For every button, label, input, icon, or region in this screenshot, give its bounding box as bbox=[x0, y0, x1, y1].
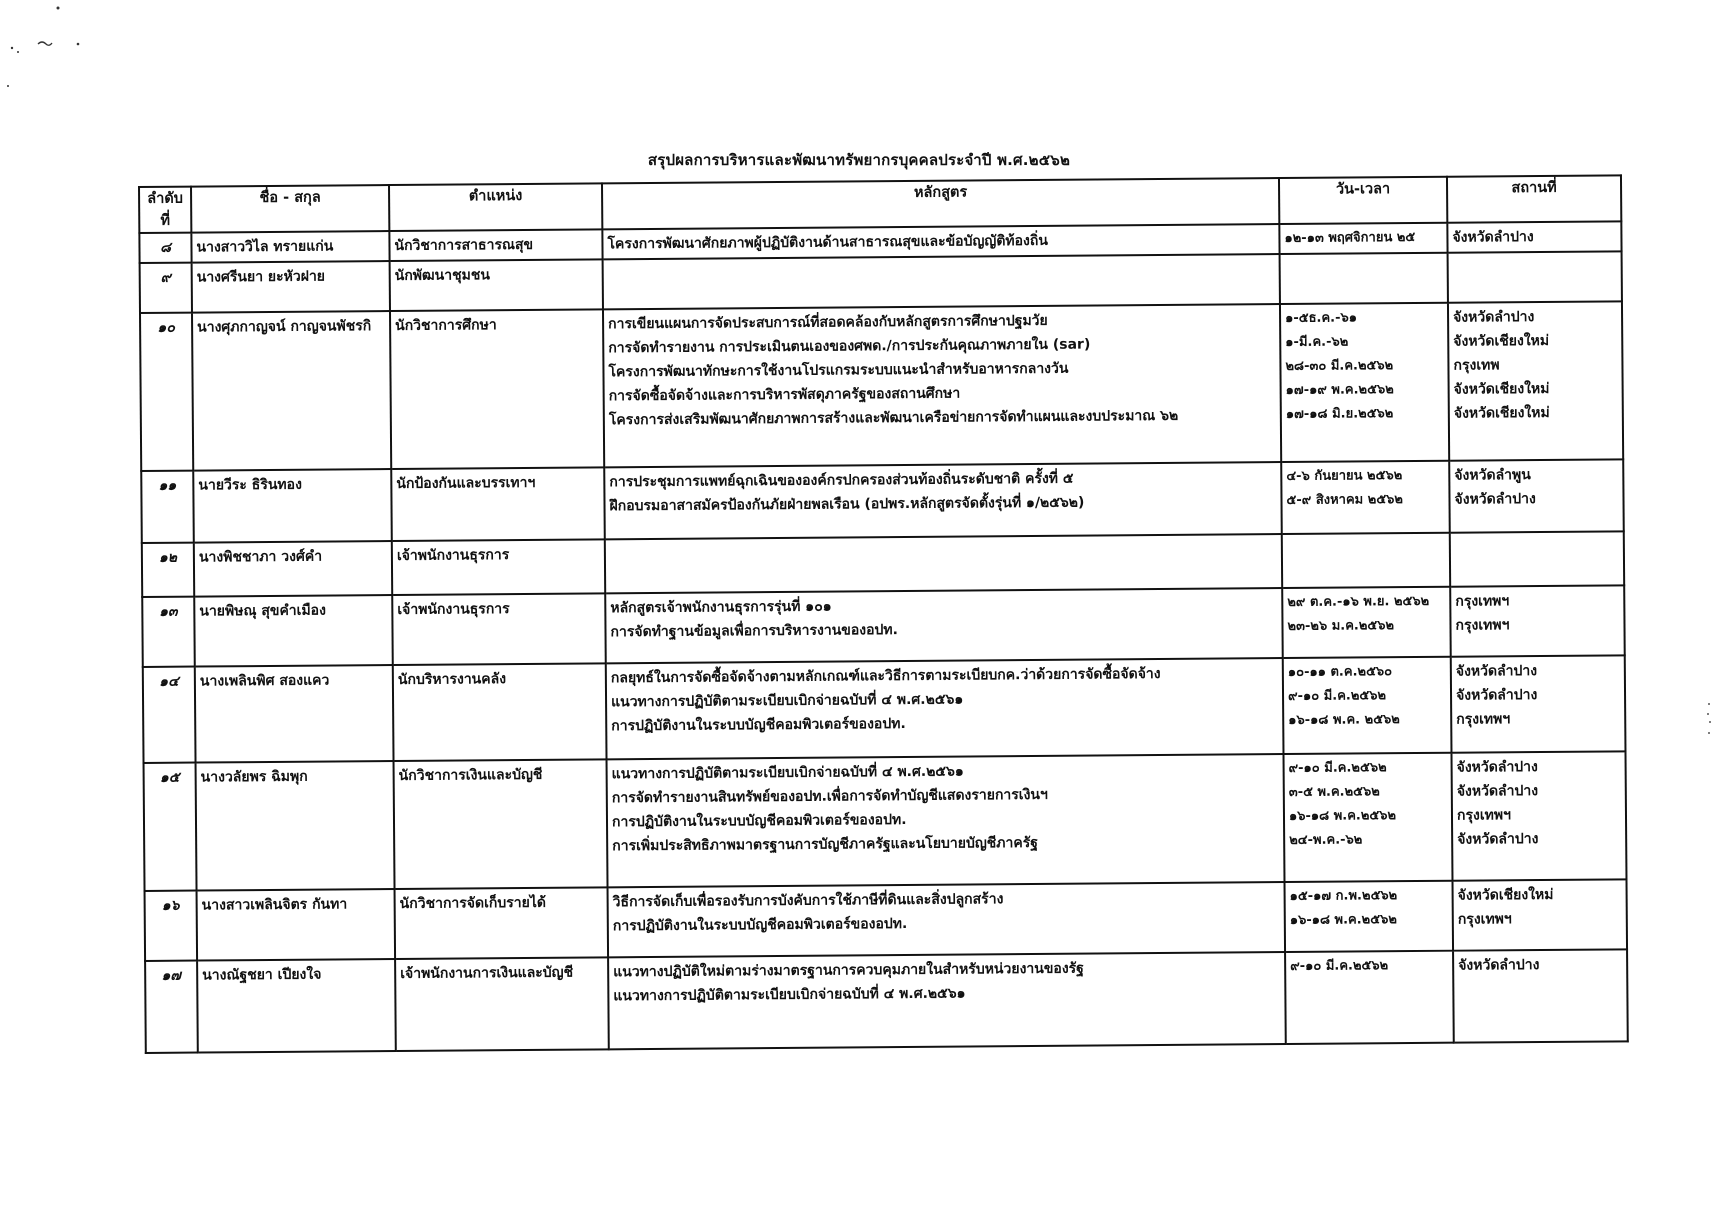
person-position: เจ้าพนักงานธุรการ bbox=[392, 593, 606, 665]
course-item: โครงการพัฒนาศักยภาพผู้ปฏิบัติงานด้านสาธารณสุขและข้อบัญญัติท้องถิ่น bbox=[607, 232, 1048, 253]
date-item: ๑๕-๑๗ ก.พ.๒๕๖๒ bbox=[1289, 888, 1398, 904]
place-item: จังหวัดลำปาง bbox=[1455, 687, 1538, 704]
row-number: ๑๑ bbox=[141, 471, 194, 543]
course-item: กลยุทธ์ในการจัดซื้อจัดจ้างตามหลักเกณฑ์และวิธีการตามระเบียบกค.ว่าด้วยการจัดซื้อจัดจ้าง bbox=[610, 665, 1161, 687]
course-item: การจัดทำฐานข้อมูลเพื่อการบริหารงานของอปท. bbox=[610, 622, 898, 641]
course-item: วิธีการจัดเก็บเพื่อรองรับการบังคับการใช้ภาษีที่ดินและสิ่งปลูกสร้าง bbox=[612, 891, 1004, 911]
place-item: จังหวัดเชียงใหม่ bbox=[1453, 380, 1550, 398]
date-item: ๑๖-๑๘ พ.ค.๒๕๖๒ bbox=[1289, 912, 1397, 928]
place-item: จังหวัดลำปาง bbox=[1453, 309, 1535, 326]
scan-edge-marks bbox=[1704, 700, 1714, 740]
person-name: นางสาวเพลินจิตร กันทา bbox=[197, 889, 396, 961]
date-item: ๒๓-๒๖ ม.ค.๒๕๖๒ bbox=[1287, 618, 1395, 634]
table-body bbox=[139, 221, 1627, 1053]
place-list bbox=[1451, 751, 1626, 880]
course-item: ฝึกอบรมอาสาสมัครป้องกันภัยฝ่ายพลเรือน (อปพร.หลักสูตรจัดตั้งรุ่นที่ ๑/๒๕๖๒) bbox=[609, 494, 1085, 515]
place-item: กรุงเทพฯ bbox=[1456, 711, 1511, 728]
place-item: จังหวัดลำปาง bbox=[1456, 783, 1539, 800]
course-item: การจัดทำรายงาน การประเมินตนเองของศพด./การประกันคุณภาพภายใน (sar) bbox=[608, 336, 1091, 357]
person-name: นางเพลินพิศ สองแคว bbox=[195, 665, 394, 763]
place-item: จังหวัดลำปาง bbox=[1452, 229, 1534, 246]
course-item: โครงการส่งเสริมพัฒนาศักยภาพการสร้างและพัฒนาเครือข่ายการจัดทำแผนและงบประมาณ ๖๒ bbox=[608, 407, 1179, 429]
place-list bbox=[1448, 301, 1623, 460]
date-item: ๑๖-๑๘ พ.ค. ๒๕๖๒ bbox=[1288, 712, 1400, 728]
row-number: ๑๔ bbox=[143, 667, 196, 763]
course-list bbox=[603, 304, 1281, 467]
course-list bbox=[605, 534, 1282, 593]
date-item: ๑๐-๑๑ ต.ค.๒๕๖๐ bbox=[1287, 664, 1393, 680]
date-list bbox=[1282, 533, 1450, 588]
date-item: ๑-๕ธ.ค.-๖๑ bbox=[1285, 310, 1358, 326]
course-list bbox=[604, 462, 1282, 539]
course-item: การปฏิบัติงานในระบบบัญชีคอมพิวเตอร์ของอปท. bbox=[611, 715, 906, 735]
date-item: ๓-๕ พ.ค.๒๕๖๒ bbox=[1288, 784, 1380, 800]
person-position: นักวิชาการศึกษา bbox=[390, 309, 604, 469]
person-position: เจ้าพนักงานการเงินและบัญชี bbox=[395, 957, 609, 1051]
date-item: ๕-๙ สิงหาคม ๒๕๖๒ bbox=[1286, 492, 1404, 508]
person-name: นางศุภกาญจน์ กาญจนพัชรกิ bbox=[192, 311, 391, 471]
person-name: นางพิชชาภา วงศ์คำ bbox=[194, 541, 392, 597]
date-item: ๑๖-๑๘ พ.ค.๒๕๖๒ bbox=[1288, 808, 1397, 824]
place-list bbox=[1452, 879, 1627, 950]
person-position: นักบริหารงานคลัง bbox=[393, 663, 607, 761]
row-number: ๑๒ bbox=[142, 543, 194, 597]
date-list bbox=[1279, 223, 1447, 254]
date-list bbox=[1285, 881, 1454, 952]
place-item: กรุงเทพ bbox=[1453, 357, 1500, 374]
place-item: จังหวัดเชียงใหม่ bbox=[1453, 332, 1550, 350]
date-list bbox=[1282, 587, 1451, 658]
table-row bbox=[140, 301, 1623, 471]
place-item: กรุงเทพฯ bbox=[1455, 617, 1510, 634]
person-name: นางสาววิไล ทรายแก่น bbox=[191, 231, 389, 263]
place-item: จังหวัดลำปาง bbox=[1454, 491, 1536, 508]
course-item: การเขียนแผนการจัดประสบการณ์ที่สอดคล้องกับหลักสูตรการศึกษาปฐมวัย bbox=[608, 312, 1048, 333]
place-list bbox=[1448, 251, 1622, 302]
person-name: นายพิษณุ สุขคำเมือง bbox=[194, 595, 393, 667]
header-course: หลักสูตร bbox=[602, 178, 1279, 229]
date-item: ๑๗-๑๘ มิ.ย.๒๕๖๒ bbox=[1285, 406, 1394, 422]
course-item: การจัดทำรายงานสินทรัพย์ของอปท.เพื่อการจัดทำบัญชีแสดงรายการเงินฯ bbox=[611, 786, 1048, 807]
table-row bbox=[145, 879, 1628, 961]
table-row bbox=[141, 459, 1624, 543]
place-item: จังหวัดเชียงใหม่ bbox=[1457, 886, 1554, 904]
person-position: นักป้องกันและบรรเทาฯ bbox=[391, 467, 605, 541]
row-number: ๑๓ bbox=[142, 597, 195, 667]
date-list bbox=[1280, 303, 1449, 462]
date-list bbox=[1281, 461, 1450, 534]
course-item: แนวทางปฏิบัติใหม่ตามร่างมาตรฐานการควบคุมภายในสำหรับหน่วยงานของรัฐ bbox=[613, 960, 1084, 981]
course-item: หลักสูตรเจ้าพนักงานธุรการรุ่นที่ ๑๐๑ bbox=[610, 598, 832, 617]
place-list bbox=[1447, 221, 1621, 252]
date-list bbox=[1283, 753, 1452, 882]
document-title: สรุปผลการบริหารและพัฒนาทรัพยากรบุคคลประจำปี พ.ศ.๒๕๖๒ bbox=[647, 151, 1071, 169]
date-list bbox=[1285, 951, 1454, 1044]
place-item: จังหวัดลำปาง bbox=[1455, 663, 1538, 680]
date-item: ๙-๑๐ มี.ค.๒๕๖๒ bbox=[1287, 688, 1387, 704]
table-row bbox=[144, 751, 1627, 891]
date-list bbox=[1283, 657, 1452, 754]
place-item: จังหวัดลำปาง bbox=[1456, 759, 1538, 776]
row-number: ๑๗ bbox=[145, 961, 198, 1053]
person-position: นักพัฒนาชุมชน bbox=[390, 259, 603, 311]
table-row bbox=[145, 949, 1628, 1053]
person-name: นางศรีนยา ยะหัวฝาย bbox=[192, 261, 390, 313]
person-position: นักวิชาการสาธารณสุข bbox=[389, 229, 602, 261]
course-item: การจัดซื้อจัดจ้างและการบริหารพัสดุภาครัฐของสถานศึกษา bbox=[608, 385, 961, 405]
header-date: วัน-เวลา bbox=[1279, 177, 1447, 224]
place-list bbox=[1449, 459, 1624, 532]
place-list bbox=[1450, 531, 1624, 586]
course-item: การปฏิบัติงานในระบบบัญชีคอมพิวเตอร์ของอปท. bbox=[612, 915, 908, 935]
course-list bbox=[607, 754, 1285, 887]
course-list bbox=[608, 882, 1286, 957]
course-item: การประชุมการแพทย์ฉุกเฉินขององค์กรปกครองส่วนท้องถิ่นระดับชาติ ครั้งที่ ๕ bbox=[609, 470, 1074, 491]
course-item: แนวทางการปฏิบัติตามระเบียบเบิกจ่ายฉบับที่ ๔ พ.ศ.๒๕๖๑ bbox=[611, 763, 964, 783]
header-no: ลำดับที่ bbox=[139, 187, 191, 233]
person-position: นักวิชาการเงินและบัญชี bbox=[394, 759, 608, 889]
course-list bbox=[608, 952, 1286, 1049]
row-number: ๙ bbox=[140, 263, 192, 313]
course-item: การเพิ่มประสิทธิภาพมาตรฐานการบัญชีภาครัฐและนโยบายบัญชีภาครัฐ bbox=[612, 834, 1039, 855]
person-name: นายวีระ ธิรินทอง bbox=[193, 469, 392, 543]
date-item: ๑๒-๑๓ พฤศจิกายน ๒๕ bbox=[1284, 229, 1416, 246]
row-number: ๑๖ bbox=[145, 891, 198, 961]
row-number: ๘ bbox=[139, 233, 191, 263]
table-row bbox=[142, 585, 1625, 667]
person-position: เจ้าพนักงานธุรการ bbox=[392, 539, 605, 595]
header-position: ตำแหน่ง bbox=[389, 183, 602, 231]
place-list bbox=[1451, 655, 1626, 752]
date-item: ๔-๖ กันยายน ๒๕๖๒ bbox=[1286, 468, 1403, 484]
place-item: กรุงเทพฯ bbox=[1457, 911, 1512, 928]
person-position: นักวิชาการจัดเก็บรายได้ bbox=[395, 887, 609, 959]
person-name: นางณัฐชยา เปียงใจ bbox=[197, 959, 396, 1053]
course-item: โครงการพัฒนาทักษะการใช้งานโปรแกรมระบบแนะนำสำหรับอาหารกลางวัน bbox=[608, 360, 1069, 381]
date-item: ๒๔-พ.ค.-๖๒ bbox=[1289, 832, 1363, 848]
table-row bbox=[143, 655, 1626, 763]
date-item: ๒๙ ต.ค.-๑๖ พ.ย. ๒๕๖๒ bbox=[1287, 593, 1430, 610]
place-item: กรุงเทพฯ bbox=[1455, 593, 1510, 610]
place-item: จังหวัดลำปาง bbox=[1458, 957, 1540, 974]
header-place: สถานที่ bbox=[1447, 175, 1621, 222]
place-list bbox=[1450, 585, 1625, 656]
course-item: แนวทางการปฏิบัติตามระเบียบเบิกจ่ายฉบับที่ ๔ พ.ศ.๒๕๖๑ bbox=[611, 691, 964, 711]
date-item: ๑๗-๑๙ พ.ค.๒๕๖๒ bbox=[1285, 382, 1394, 398]
date-list bbox=[1280, 253, 1448, 304]
scan-speckles bbox=[0, 0, 120, 90]
training-summary-table bbox=[138, 174, 1629, 1054]
course-item: แนวทางการปฏิบัติตามระเบียบเบิกจ่ายฉบับที่ ๔ พ.ศ.๒๕๖๑ bbox=[613, 985, 966, 1005]
date-item: ๑-มี.ค.-๖๒ bbox=[1285, 334, 1349, 350]
course-list bbox=[606, 658, 1284, 759]
row-number: ๑๐ bbox=[140, 313, 193, 471]
row-number: ๑๕ bbox=[144, 763, 197, 891]
person-name: นางวลัยพร ฉิมพุก bbox=[196, 761, 395, 891]
course-list bbox=[603, 254, 1280, 309]
course-list bbox=[605, 588, 1283, 663]
place-item: กรุงเทพฯ bbox=[1456, 807, 1511, 824]
course-item: การปฏิบัติงานในระบบบัญชีคอมพิวเตอร์ของอปท. bbox=[611, 811, 907, 831]
place-item: จังหวัดลำพูน bbox=[1454, 467, 1531, 484]
date-item: ๒๘-๓๐ มี.ค.๒๕๖๒ bbox=[1285, 358, 1394, 374]
header-name: ชื่อ - สกุล bbox=[191, 185, 389, 233]
place-item: จังหวัดเชียงใหม่ bbox=[1453, 404, 1550, 422]
place-item: จังหวัดลำปาง bbox=[1457, 831, 1539, 848]
date-item: ๙-๑๐ มี.ค.๒๕๖๒ bbox=[1290, 958, 1389, 974]
date-item: ๙-๑๐ มี.ค.๒๕๖๒ bbox=[1288, 760, 1387, 776]
place-list bbox=[1453, 949, 1628, 1042]
